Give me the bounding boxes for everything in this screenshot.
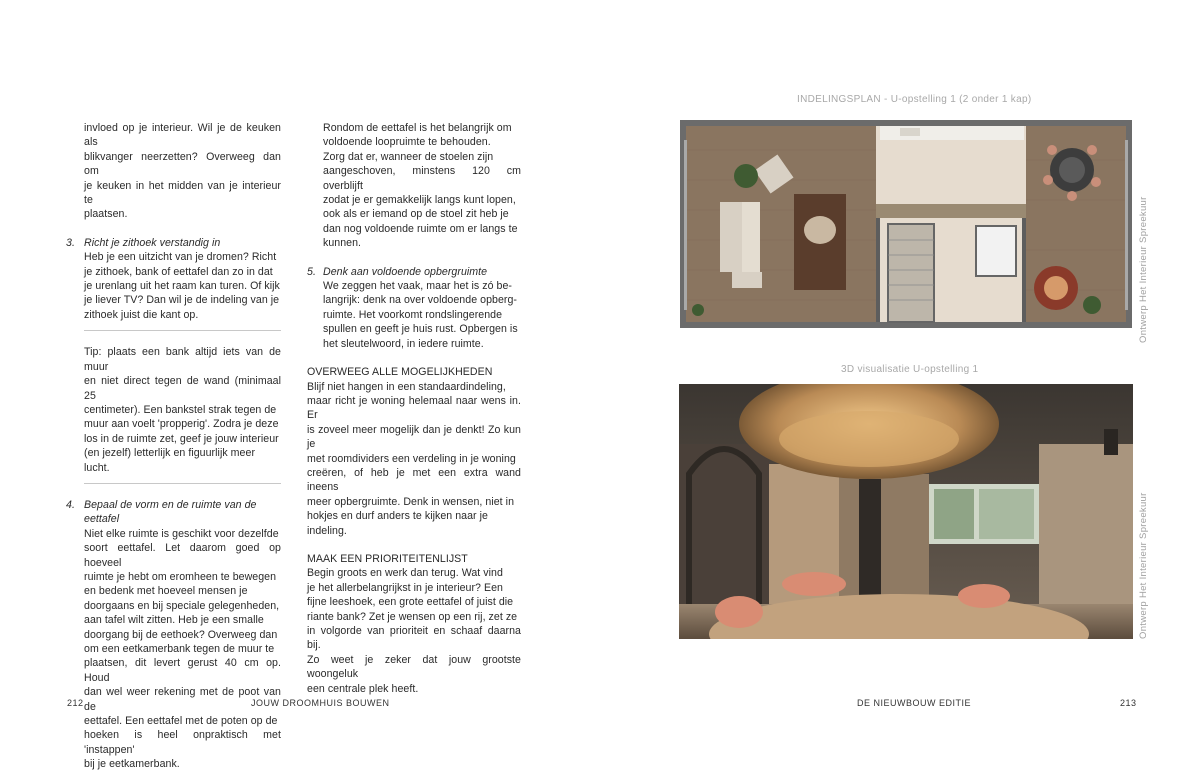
text-line: ruimte je hebt om eromheen te bewegen bbox=[84, 570, 277, 583]
text-line: aangeschoven, minstens 120 cm overblijft bbox=[323, 165, 521, 192]
text-line: je het allerbelangrijkst in je interieur? Een bbox=[307, 581, 503, 594]
text-line: en bedenk met hoeveel mensen je bbox=[84, 585, 248, 598]
text-line: meer opbergruimte. Denk in wensen, niet in bbox=[307, 495, 515, 508]
text-line: kunnen. bbox=[323, 237, 362, 250]
text-line: Rondom de eettafel is het belangrijk om bbox=[323, 122, 512, 134]
left-running-title: JOUW DROOMHUIS BOUWEN bbox=[251, 698, 390, 708]
text-line: Blijf niet hangen in een standaardindeling, bbox=[307, 380, 506, 393]
text-line: ruimte. Het voorkomt rondslingerende bbox=[323, 308, 503, 321]
section-prioriteit bbox=[307, 552, 521, 696]
render-credit: Ontwerp Het Interieur Spreekuur bbox=[1138, 492, 1149, 639]
plan-caption: INDELINGSPLAN - U-opstelling 1 (2 onder 1 kap) bbox=[797, 94, 1032, 105]
item-number: 5. bbox=[307, 265, 316, 278]
text-line: ook als er iemand op de stoel zit heb je bbox=[323, 208, 509, 221]
text-line: hoeken is heel onpraktisch met 'instappen' bbox=[84, 729, 281, 756]
middle-intro bbox=[307, 121, 521, 251]
text-line: blikvanger neerzetten? Overweeg dan om bbox=[84, 150, 281, 178]
floor-plan-image bbox=[680, 120, 1132, 328]
text-line: je liever TV? Dan wil je de indeling van je bbox=[84, 294, 280, 307]
text-line: invloed op je interieur. Wil je de keuken als bbox=[84, 122, 281, 149]
text-line: bij je eetkamerbank. bbox=[84, 758, 180, 771]
text-line: muur aan voelt 'propperig'. Zodra je deze bbox=[84, 418, 279, 431]
text-line: los in de ruimte zet, geef je jouw interieur bbox=[84, 432, 279, 445]
plan-credit: Ontwerp Het Interieur Spreekuur bbox=[1138, 196, 1149, 343]
text-line: om een eetkamerbank tegen de muur te bbox=[84, 643, 275, 655]
text-line: je keuken in het midden van je interieur te bbox=[84, 179, 281, 207]
text-line: je zithoek, bank of eettafel dan zo in dat bbox=[84, 265, 273, 278]
text-line: soort eettafel. Let daarom goed op hoeveel bbox=[84, 542, 281, 569]
text-line: in volgorde van prioriteit en schaaf daarna bij. bbox=[307, 625, 521, 652]
text-line: Zo weet je zeker dat jouw grootste woongeluk bbox=[307, 653, 521, 681]
text-line: spullen en geeft je huis rust. Opbergen is bbox=[323, 323, 518, 336]
text-line: fijne leeshoek, een grote eettafel of juist die bbox=[307, 596, 514, 609]
section-overweeg bbox=[307, 365, 521, 538]
section-heading: MAAK EEN PRIORITEITENLIJST bbox=[307, 552, 468, 565]
text-line: Heb je een uitzicht van je dromen? Richt bbox=[84, 251, 277, 264]
item-heading: Richt je zithoek verstandig in bbox=[84, 236, 221, 249]
text-line: Zorg dat er, wanneer de stoelen zijn bbox=[323, 150, 494, 163]
text-line: je urenlang uit het raam kan turen. Of kijk bbox=[84, 280, 280, 293]
text-line: maar richt je woning helemaal naar wens in. Er bbox=[307, 394, 521, 422]
section-heading: OVERWEEG ALLE MOGELIJKHEDEN bbox=[307, 366, 493, 379]
tip-box bbox=[84, 345, 281, 475]
render-caption: 3D visualisatie U-opstelling 1 bbox=[841, 364, 979, 375]
item-number: 3. bbox=[66, 236, 75, 249]
text-line: Niet elke ruimte is geschikt voor dezelfde bbox=[84, 527, 279, 540]
text-line: een centrale plek heeft. bbox=[307, 682, 419, 695]
left-intro bbox=[84, 121, 281, 222]
text-line: is zoveel meer mogelijk dan je denkt! Zo kun je bbox=[307, 423, 521, 451]
item-5 bbox=[307, 265, 521, 351]
text-line: hokjes en durf anders te kijken naar je indeling. bbox=[307, 510, 488, 537]
text-line: eettafel. Een eettafel met de poten op de bbox=[84, 715, 278, 728]
text-line: het sleutelwoord, in iedere ruimte. bbox=[323, 337, 484, 350]
item-heading: Bepaal de vorm en de ruimte van de bbox=[84, 498, 257, 511]
text-line: langrijk: denk na over voldoende opberg- bbox=[323, 294, 517, 307]
item-number: 4. bbox=[66, 498, 75, 511]
text-line: voldoende loopruimte te behouden. bbox=[323, 136, 491, 149]
text-line: en niet direct tegen de wand (minimaal 25 bbox=[84, 375, 281, 402]
text-line: dan wel weer rekening met de poot van de bbox=[84, 686, 281, 713]
divider bbox=[84, 483, 281, 484]
item-heading: Denk aan voldoende opbergruimte bbox=[323, 265, 488, 278]
text-line: Begin groots en werk dan terug. Wat vind bbox=[307, 567, 503, 580]
text-line: zithoek juist die kant op. bbox=[84, 308, 199, 321]
text-line: met roomdividers een verdeling in je woning bbox=[307, 452, 516, 465]
text-line: Tip: plaats een bank altijd iets van de muur bbox=[84, 346, 281, 373]
right-running-title: DE NIEUWBOUW EDITIE bbox=[857, 698, 972, 708]
item-heading: eettafel bbox=[84, 513, 120, 526]
middle-text-column bbox=[307, 121, 521, 696]
text-line: aan tafel wilt zitten. Heb je een smalle bbox=[84, 614, 264, 627]
text-line: dan nog voldoende ruimte om er langs te bbox=[323, 222, 518, 235]
text-line: plaatsen, dit levert gerust 40 cm op. Houd bbox=[84, 657, 281, 684]
text-line: doorgaans en bij speciale gelegenheden, bbox=[84, 599, 280, 612]
text-line: creëren, of heb je met een extra wand ineens bbox=[307, 466, 521, 494]
right-page-number: 213 bbox=[1120, 698, 1137, 708]
divider bbox=[84, 330, 281, 331]
text-line: plaatsen. bbox=[84, 208, 128, 221]
item-3 bbox=[66, 236, 281, 322]
text-line: We zeggen het vaak, maar het is zó be- bbox=[323, 280, 512, 293]
text-line: riante bank? Zet je wensen op een rij, zet ze bbox=[307, 610, 518, 623]
text-line: zodat je er gemakkelijk langs kunt lopen, bbox=[323, 194, 516, 207]
text-line: (en jezelf) letterlijk en figuurlijk meer lucht. bbox=[84, 447, 256, 474]
text-line: centimeter). Een bankstel strak tegen de bbox=[84, 403, 277, 416]
text-line: doorgang bij de eethoek? Overweeg dan bbox=[84, 628, 278, 641]
render-image bbox=[679, 384, 1133, 639]
left-page-number: 212 bbox=[67, 698, 84, 708]
